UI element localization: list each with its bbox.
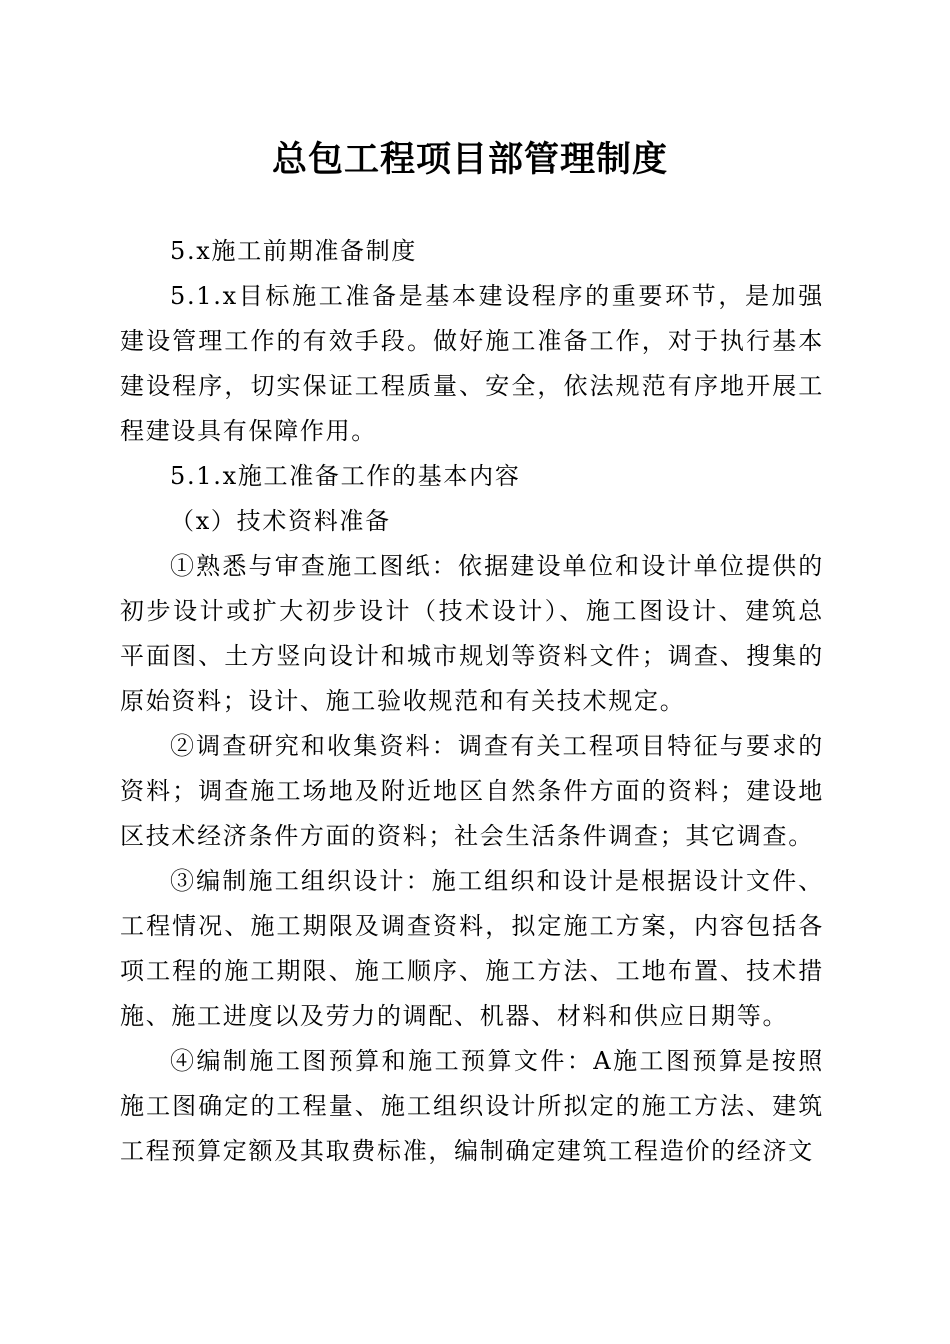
document-title: 总包工程项目部管理制度 <box>271 139 668 180</box>
paragraph-item-4: ④编制施工图预算和施工预算文件：A施工图预算是按照施工图确定的工程量、施工组织设计所拟定的施工方法、建筑工程预算定额及其取费标准，编制确定建筑工程造价的经济文 <box>120 1047 824 1165</box>
paragraph-item-1: ①熟悉与审查施工图纸：依据建设单位和设计单位提供的初步设计或扩大初步设计（技术设计）、施工图设计、建筑总平面图、土方竖向设计和城市规划等资料文件；调查、搜集的原始资料；设计、施工验收规范和有关技术规定。 <box>120 552 824 715</box>
subsection-heading-tech-data: （x）技术资料准备 <box>170 507 391 535</box>
section-heading-contents: 5.1.x施工准备工作的基本内容 <box>170 462 521 490</box>
section-heading-prep: 5.x施工前期准备制度 <box>170 237 418 265</box>
paragraph-goal: 5.1.x目标施工准备是基本建设程序的重要环节，是加强建设管理工作的有效手段。做好施工准备工作，对于执行基本建设程序，切实保证工程质量、安全，依法规范有序地开展工程建设具有保障作用。 <box>120 282 824 445</box>
document-body <box>120 229 824 1174</box>
paragraph-item-3: ③编制施工组织设计：施工组织和设计是根据设计文件、工程情况、施工期限及调查资料，拟定施工方案，内容包括各项工程的施工期限、施工顺序、施工方法、工地布置、技术措施、施工进度以及劳力的调配、机器、材料和供应日期等。 <box>120 867 824 1030</box>
paragraph-item-2: ②调查研究和收集资料：调查有关工程项目特征与要求的资料；调查施工场地及附近地区自然条件方面的资料；建设地区技术经济条件方面的资料；社会生活条件调查；其它调查。 <box>120 732 824 850</box>
